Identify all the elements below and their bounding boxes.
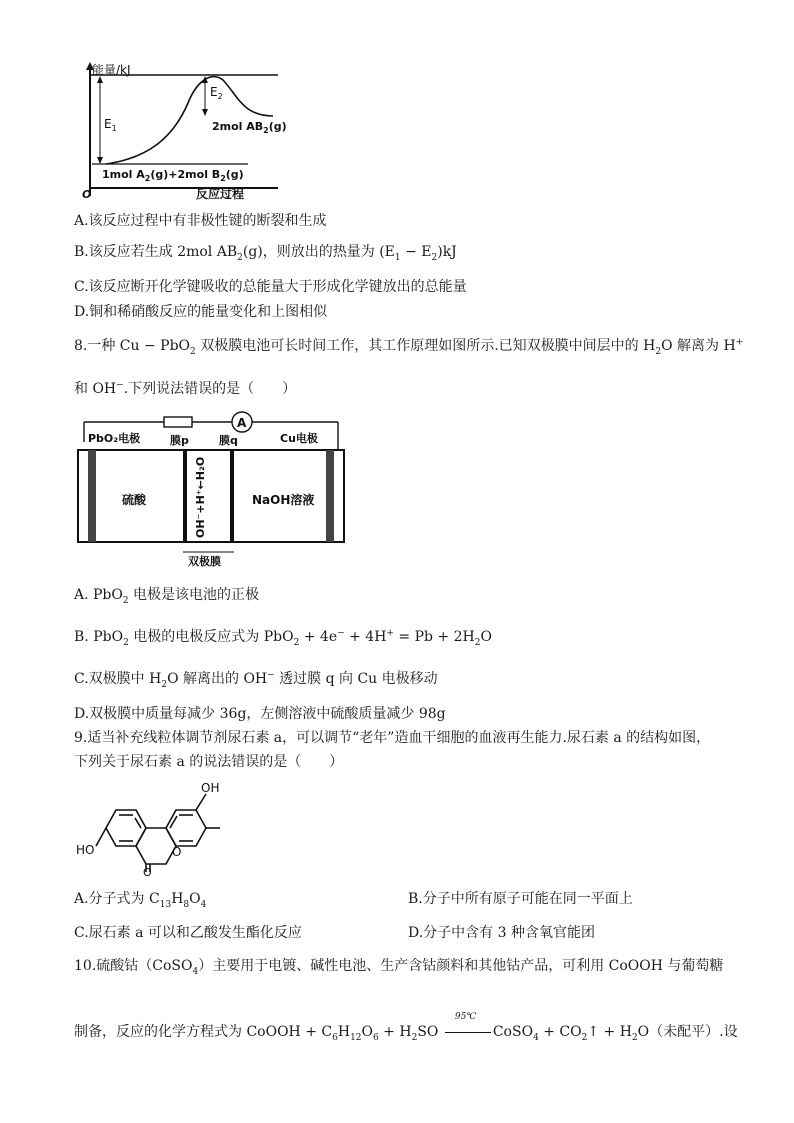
bipolar-middle-text: OH⁻+H⁺←H₂O xyxy=(194,456,207,538)
e1-label: $E_1$ xyxy=(104,117,117,133)
carbonyl-oxygen-label: O xyxy=(143,866,152,876)
q7-option-b: B.该反应若生成 2mol $AB_2(g)$，则放出的热量为 $(E_1 - E_2)kJ$ xyxy=(74,244,457,263)
e1-arrow-up-icon xyxy=(97,76,103,83)
membrane-q-label: 膜q xyxy=(219,434,238,447)
cu-electrode-plate xyxy=(326,450,334,542)
bipolar-label: 双极膜 xyxy=(188,555,221,568)
resistor xyxy=(164,417,192,427)
ring-oxygen-label: O xyxy=(172,845,182,859)
reactant-label: 1mol $A_2(g)+2mol$ $B_2(g)$ xyxy=(102,168,244,183)
q10-line2: 制备，反应的化学方程式为 CoOOH + $C_6H_{12}O_6 + H_2SO$ 95℃ CoSO$_4$ + $CO_2↑ + H_2O$（未配平）.设 xyxy=(74,1012,738,1043)
cu-electrode-label: Cu电极 xyxy=(280,432,318,445)
pbo2-electrode-label: PbO₂电极 xyxy=(88,432,141,445)
q9-option-d: D.分子中含有 3 种含氧官能团 xyxy=(408,925,595,941)
battery-diagram xyxy=(76,410,348,570)
q8-option-a: A. PbO$_2$ 电极是该电池的正极 xyxy=(74,587,260,606)
e2-label: $E_2$ xyxy=(210,85,223,101)
left-solution-label: 硫酸 xyxy=(122,493,147,507)
e2-arrow-up-icon xyxy=(202,76,208,83)
q9-stem-line1: 9.适当补充线粒体调节剂尿石素 a，可以调节“老年”造血干细胞的血液再生能力.尿石素 a 的结构如图， xyxy=(74,730,711,746)
membrane-p-label: 膜p xyxy=(170,434,189,447)
q7-option-c: C.该反应断开化学键吸收的总能量大于形成化学键放出的总能量 xyxy=(74,279,467,295)
lactone-ring xyxy=(136,828,176,864)
urolithin-structure xyxy=(74,780,264,876)
q7-option-a: A.该反应过程中有非极性键的断裂和生成 xyxy=(74,213,327,229)
y-axis-label: 能量/kJ xyxy=(92,63,131,77)
right-solution-label: NaOH溶液 xyxy=(252,493,315,507)
oh-top-label: OH xyxy=(201,781,220,795)
oh-left-label: HO xyxy=(76,843,95,857)
q8-option-d: D.双极膜中质量每减少 36g，左侧溶液中硫酸质量减少 98g xyxy=(74,706,446,722)
q10-line1: 10.硫酸钴（CoSO$_4$）主要用于电镀、碱性电池、生产含钴颜料和其他钴产品，可利用 CoOOH 与葡萄糖 xyxy=(74,958,724,977)
reaction-arrow xyxy=(443,1012,493,1040)
q8-stem-line1: 8.一种 Cu − PbO$_2$ 双极膜电池可长时间工作，其工作原理如图所示.已知双极膜中间层中的 $H_2O$ 解离为 H+ xyxy=(74,337,744,357)
origin-label: O xyxy=(82,188,92,200)
e1-arrow-down-icon xyxy=(97,157,103,164)
e2-arrow-down-icon xyxy=(202,109,208,116)
product-label: 2mol $AB_2(g)$ xyxy=(212,120,287,135)
q9-option-c: C.尿石素 a 可以和乙酸发生酯化反应 xyxy=(74,925,302,941)
q9-option-a: A.分子式为 $C_{13}H_8O_4$ xyxy=(74,891,207,910)
q8-stem-line2: 和 OH−.下列说法错误的是（ ） xyxy=(74,380,297,397)
membrane-q xyxy=(230,450,234,542)
q7-option-d: D.铜和稀硝酸反应的能量变化和上图相似 xyxy=(74,304,328,320)
membrane-p xyxy=(183,450,187,542)
reaction-condition: 95℃ xyxy=(454,1012,477,1022)
x-axis-label: 反应过程 xyxy=(196,187,245,200)
q8-option-b: B. PbO$_2$ 电极的电极反应式为 $PbO_2 + 4e^- + 4H^+ = Pb + 2H_2O$ xyxy=(74,628,492,648)
q9-option-b: B.分子中所有原子可能在同一平面上 xyxy=(408,891,633,907)
q9-stem-line2: 下列关于尿石素 a 的说法错误的是（ ） xyxy=(74,754,344,770)
q8-option-c: C.双极膜中 $H_2O$ 解离出的 OH− 透过膜 q 向 Cu 电极移动 xyxy=(74,670,438,690)
arrow-right-icon xyxy=(445,1032,491,1033)
pbo2-electrode-plate xyxy=(88,450,96,542)
ammeter-label: A xyxy=(237,416,247,430)
energy-diagram xyxy=(78,58,290,200)
